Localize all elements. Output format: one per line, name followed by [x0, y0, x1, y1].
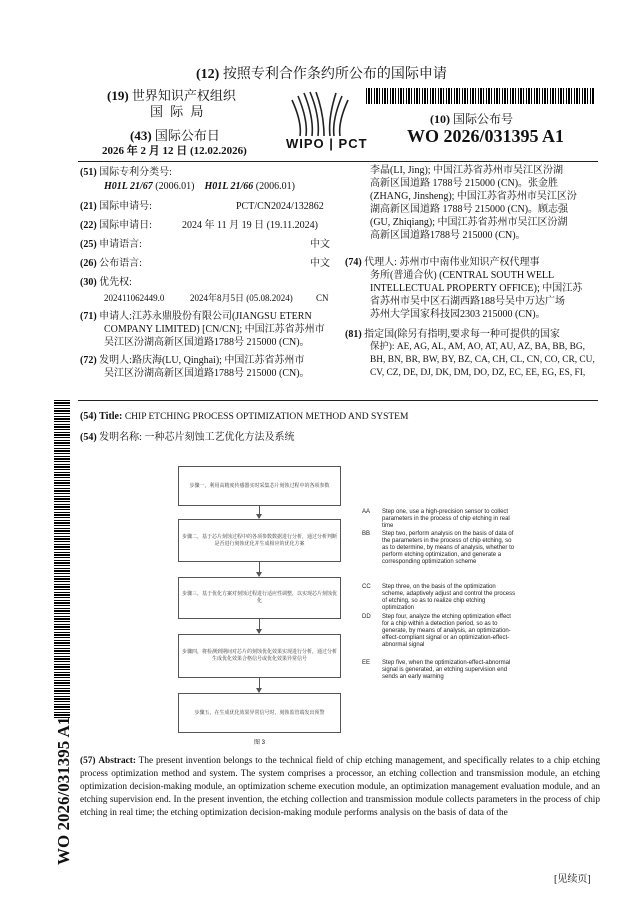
field-51-values: H01L 21/67 (2006.01) H01L 21/66 (2006.01): [104, 181, 295, 192]
figure-caption: 图 3: [254, 740, 266, 746]
flow-arrow-3: [259, 619, 260, 633]
flow-arrow-2: [259, 562, 260, 576]
inventors-continued: 李晶(LI, Jing); 中国江苏省苏州市吴江区汾湖 高新区国道路 1788号 215000 (CN)。张金胜 (ZHANG, Jinsheng); 中国江苏省苏州市吴江区汾 湖高新区国道路 1788号 215000 (CN)。顾志强 (GU, Zhiqiang); 中国江苏省苏州市吴江区汾湖 高新区国道路1788号 215000 (CN)。: [370, 165, 577, 241]
flow-step-2: 步骤二，基于芯片刻蚀过程中的各项参数数据进行分析，通过分析判断是否进行刻蚀优化并生成相应的优化方案: [178, 519, 341, 562]
pub-no-label: [430, 110, 513, 127]
doc-type-code: (12): [196, 67, 220, 82]
section-rule: [78, 400, 598, 401]
field-30-no: 202411062449.0: [104, 293, 165, 303]
wipo-text: WIPO | PCT: [286, 136, 368, 151]
field-26: (26) 公布语言:: [80, 258, 142, 269]
field-21: (21) 国际申请号:: [80, 201, 152, 212]
field-81: (81) 指定国(除另有指明,要求每一种可提供的国家 保护): AE, AG, AL, AM, AO, AT, AU, AZ, BA, BB, BG, BH, BN, BR, BW, BY, BZ, CA, CH, CL, CN, CO, CR, CU, CV, CZ, DE, DJ, DK, DM, DO, DZ, EC, EE, EG, ES, FI,: [345, 329, 595, 378]
top-barcode: [366, 88, 594, 104]
continued-note: [见续页]: [554, 874, 591, 885]
pub-date-code: (43): [130, 128, 152, 143]
legend-text-cc: Step three, on the basis of the optimization scheme, adaptively adjust and control the process of etching, so as to realize chip etching optimization: [382, 584, 516, 611]
field-71: (71) 申请人:江苏永鼎股份有限公司(JIANGSU ETERN COMPANY LIMITED) [CN/CN]; 中国江苏省苏州市 吴江区汾湖高新区国道路1788号 215000 (CN)。: [80, 311, 325, 348]
field-72: (72) 发明人:路庆海(LU, Qinghai); 中国江苏省苏州市 吴江区汾湖高新区国道路1788号 215000 (CN)。: [80, 355, 310, 379]
flow-step-3: 步骤三，基于优化方案对刻蚀过程进行适应性调整，以实现芯片刻蚀优化: [178, 577, 341, 619]
abstract: (57) Abstract: The present invention belongs to the technical field of chip etching management, and specifically relates to a chip etching process optimization method and system. The system comprises a processor, an etching collection and transmission module, an etching optimization decision-making module, an optimization scheme execution module, an optimization management evaluation module, and an etching supervision end. In the present invention, the etching collection and transmission module collects parameters in the process of chip etching in real time; the etching optimization decision-making module performs analysis on the basis of data of the: [80, 756, 601, 818]
legend-key-cc: CC: [362, 584, 371, 590]
pub-no-code: (10): [430, 112, 450, 126]
pub-no-label-text: 国际公布号: [453, 112, 514, 126]
side-pub-no: WO 2026/031395 A1: [54, 716, 73, 865]
header-rule: [78, 161, 598, 162]
legend-key-dd: DD: [362, 614, 371, 620]
legend-key-aa: AA: [362, 509, 371, 515]
title-zh: (54) 发明名称: 一种芯片刻蚀工艺优化方法及系统: [80, 432, 295, 443]
flow-step-5: 步骤五，在生成优化效果异常信号时，刻蚀监管端发出预警: [178, 693, 341, 733]
pub-date-label-text: 国际公布日: [154, 128, 220, 143]
legend-key-bb: BB: [362, 531, 371, 537]
legend-text-ee: Step five, when the optimization-effect-abnormal signal is generated, an etching supervision end sends an early warning: [382, 660, 511, 680]
legend-text-aa: Step one, use a high-precision sensor to collect parameters in the process of chip etching in real time: [382, 509, 510, 529]
field-22: (22) 国际申请日:: [80, 220, 152, 231]
field-74: (74) 代理人: 苏州市中南伟业知识产权代理事 务所(普通合伙) (CENTRAL SOUTH WELL INTELLECTUAL PROPERTY OFFICE); 中国江苏 省苏州市吴中区石湖西路188号吴中万达广场 苏州大学国家科技园2303 215000 (CN)。: [345, 257, 583, 320]
field-26-value: 中文: [310, 258, 330, 269]
flow-arrow-1: [259, 506, 260, 518]
title-en: (54) Title: CHIP ETCHING PROCESS OPTIMIZATION METHOD AND SYSTEM: [80, 411, 409, 422]
wipo-logo: [280, 88, 368, 154]
field-30-country: CN: [316, 293, 329, 303]
field-22-value: 2024 年 11 月 19 日 (19.11.2024): [182, 220, 318, 231]
field-51: (51) 国际专利分类号:: [80, 167, 172, 178]
flow-step-1: 步骤一，利用高精度传感器实时采集芯片刻蚀过程中的各项参数: [178, 466, 341, 506]
flow-step-4: 步骤四，将检测到期间对芯片的刻蚀优化效果实现进行分析，通过分析生成优化效果合格信号或优化效果异常信号: [178, 634, 341, 678]
doc-type-text: 按照专利合作条约所公布的国际申请: [222, 67, 447, 82]
legend-text-bb: Step two, perform analysis on the basis of data of the parameters in the process of chip etching, so as to determine, by means of analysis, whether to perform etching optimization, and generate a corresponding optimization scheme: [382, 531, 515, 565]
legend-text-dd: Step four, analyze the etching optimization effect for a chip within a detection period, so as to generate, by means of analysis, an optimization-effect-compliant signal or an optimization-effect-abnormal signal: [382, 614, 511, 648]
org-name-1: 世界知识产权组织: [131, 88, 236, 103]
field-25: (25) 申请语言:: [80, 239, 142, 250]
side-barcode: [54, 400, 70, 720]
org-code: (19): [107, 88, 129, 103]
pub-no: WO 2026/031395 A1: [407, 126, 565, 146]
field-21-value: PCT/CN2024/132862: [236, 201, 324, 212]
pub-date: 2026 年 2 月 12 日 (12.02.2026): [102, 145, 247, 157]
doc-type: [196, 63, 447, 83]
field-30-date: 2024年8月5日 (05.08.2024): [190, 293, 293, 303]
legend-key-ee: EE: [362, 660, 371, 666]
field-25-value: 中文: [310, 239, 330, 250]
field-30: (30) 优先权:: [80, 277, 132, 288]
org-name-2: 国 际 局: [150, 104, 206, 119]
flow-arrow-4: [259, 678, 260, 692]
